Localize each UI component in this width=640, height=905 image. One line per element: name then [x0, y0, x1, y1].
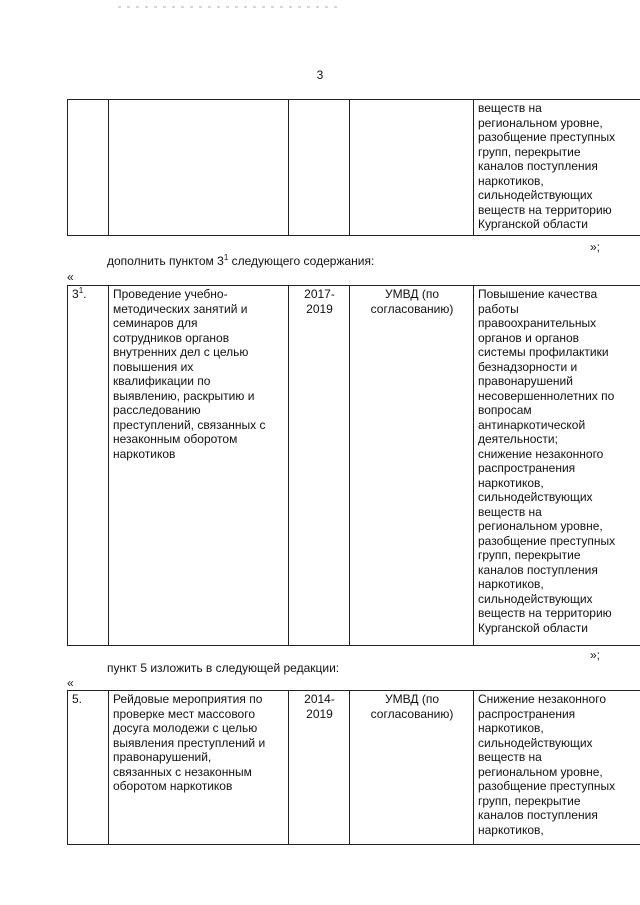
opening-quote: «: [67, 676, 74, 690]
closing-quote: »;: [590, 648, 601, 662]
cell-years: 2017- 2019: [289, 286, 350, 646]
table-row: [68, 100, 640, 236]
cell-results: Повышение качества работы правоохранительных органов и органов системы профилактики безнадзорности и правонарушений несовершеннолетних по вопросам антинаркотической деятельности; снижение незаконного распространения наркотиков, сильнодействующих веществ на региональном уровне, разобщение преступных групп, перекрытие каналов поступления наркотиков, сильнодействующих веществ на территорию Курганской области: [474, 286, 640, 646]
paragraph-text-before: дополнить пунктом 3: [107, 254, 224, 268]
cell-years: 2014- 2019: [289, 691, 350, 845]
table-item-3-1: [67, 285, 640, 646]
table-row: [68, 691, 640, 845]
table-item-5: [67, 690, 640, 845]
opening-quote: «: [67, 270, 74, 284]
cell-years: [289, 100, 350, 236]
cell-activity: [109, 100, 289, 236]
paragraph-text-after: следующего содержания:: [228, 254, 375, 268]
table-continuation: [67, 99, 640, 236]
cell-executor: УМВД (по согласованию): [350, 286, 474, 646]
cell-executor: УМВД (по согласованию): [350, 691, 474, 845]
paragraph-item-5: пункт 5 изложить в следующей редакции:: [107, 661, 340, 675]
page-number: 3: [316, 68, 324, 82]
cell-number: [68, 100, 109, 236]
cell-results: Снижение незаконного распространения наркотиков, сильнодействующих веществ на региональном уровне, разобщение преступных групп, перекрытие каналов поступления наркотиков,: [474, 691, 640, 845]
cell-number: 5.: [68, 691, 109, 845]
scan-artifact: [118, 6, 338, 8]
closing-quote: »;: [590, 240, 601, 254]
cell-executor: [350, 100, 474, 236]
cell-number: $3^1$.: [68, 286, 109, 646]
cell-results: веществ на региональном уровне, разобщение преступных групп, перекрытие каналов поступления наркотиков, сильнодействующих веществ на территорию Курганской области: [474, 100, 640, 236]
table-row: [68, 286, 640, 646]
cell-activity: Рейдовые мероприятия по проверке мест массового досуга молодежи с целью выявления преступлений и правонарушений, связанных с незаконным оборотом наркотиков: [109, 691, 289, 845]
paragraph-add-item: [107, 254, 374, 268]
cell-activity: Проведение учебно- методических занятий и семинаров для сотрудников органов внутренних дел с целью повышения их квалификации по выявлению, раскрытию и расследованию преступлений, связанных с незаконным оборотом наркотиков: [109, 286, 289, 646]
superscript: 1: [223, 253, 229, 262]
